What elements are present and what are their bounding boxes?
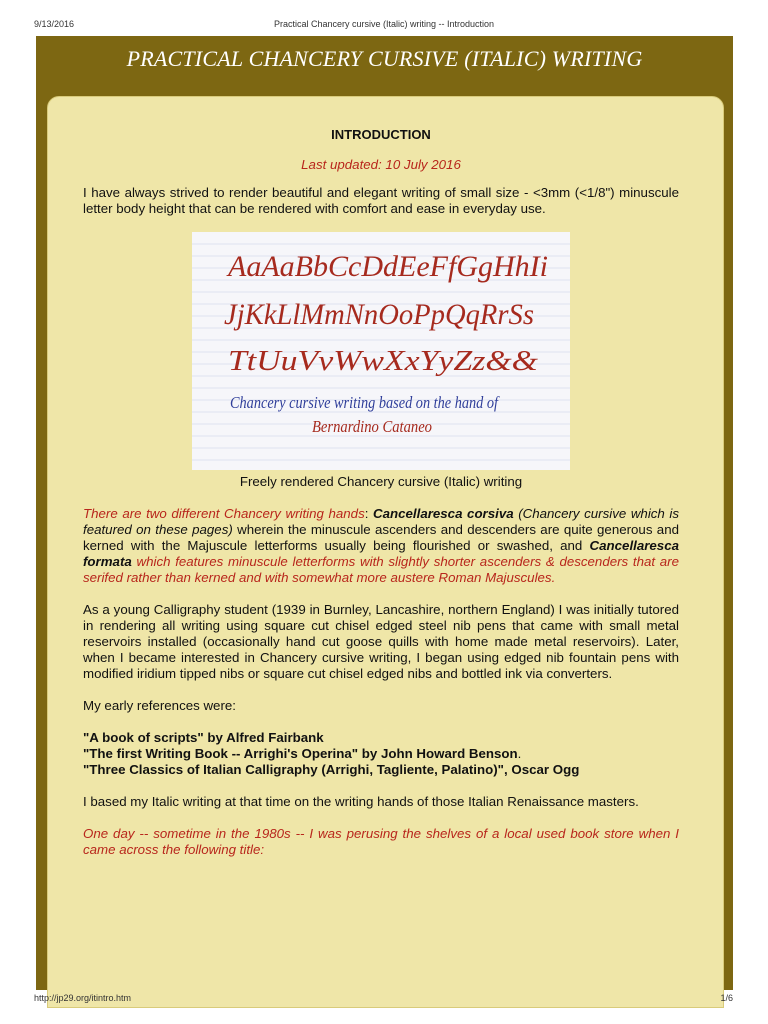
references-list [83,730,679,778]
intro-paragraph: I have always strived to render beautiful and elegant writing of small size - <3mm (<1/8") minuscule letter body height that can be rendered with comfort and ease in everyday use. [83,185,679,216]
student-paragraph: As a young Calligraphy student (1939 in Burnley, Lancashire, northern England) I was initially tutored in rendering all writing using square cut chisel edged steel nib pens that came with small metal reservoirs installed (occasionally hand cut goose quills with home made metal reservoirs). Later, when I became interested in Chancery cursive writing, I began using edged nib fountain pens with modified iridium tipped nibs or square cut chisel edged nibs and bottled ink via converters. [83,602,679,681]
print-url: http://jp29.org/itintro.htm [34,993,132,1003]
print-header [0,0,768,32]
content-panel [47,96,724,1008]
reference-item [83,746,679,762]
calligraphy-line-4: Chancery cursive writing based on the hand of [230,393,500,412]
calligraphy-line-3: TtUuVvWwXxYyZz&& [228,346,539,377]
calligraphy-sample-image [192,232,570,470]
calligraphy-line-2: JjKkLlMmNnOoPpQqRrSs [224,298,534,331]
hands-colon: : [364,506,374,521]
last-updated: Last updated: 10 July 2016 [301,157,461,172]
section-heading: INTRODUCTION [331,127,431,142]
formata-description: which features minuscule letterforms with slightly shorter ascenders & descenders that are serifed rather than kerned and with somewhat more austere Roman Majuscules. [83,554,679,585]
print-date: 9/13/2016 [34,19,75,29]
references-intro: My early references were: [83,698,236,713]
corsiva-description: wherein the minuscule ascenders and descenders are quite generous and kerned with the Majuscule letterforms usually being flourished or swashed, and [83,522,679,553]
article [83,119,679,858]
print-page-number: 1/6 [720,993,733,1003]
based-paragraph: I based my Italic writing at that time on the writing hands of those Italian Renaissance masters. [83,794,639,809]
formata-term: Cancellaresca formata [83,538,679,569]
print-footer [0,990,768,1024]
reference-item [83,762,679,778]
print-page-title: Practical Chancery cursive (Italic) writing -- Introduction [273,19,495,29]
reference-text: "Three Classics of Italian Calligraphy (Arrighi, Tagliente, Palatino)", Oscar Ogg [83,762,580,777]
reference-text: "The first Writing Book -- Arrighi's Operina" by John Howard Benson [83,746,518,761]
corsiva-note: (Chancery cursive which is featured on these pages) [83,506,679,537]
reference-tail: . [517,746,522,761]
site-banner-title: PRACTICAL CHANCERY CURSIVE (ITALIC) WRITING [126,46,643,71]
hands-intro: There are two different Chancery writing hands [83,506,365,521]
reference-text: "A book of scripts" by Alfred Fairbank [83,730,324,745]
figure-caption: Freely rendered Chancery cursive (Italic) writing [239,474,523,489]
calligraphy-line-1: AaAaBbCcDdEeFfGgHhIi [225,250,548,283]
hands-paragraph [83,506,679,586]
oneday-paragraph: One day -- sometime in the 1980s -- I was perusing the shelves of a local used book store when I came across the following title: [83,826,679,857]
corsiva-term: Cancellaresca corsiva [373,506,514,521]
calligraphy-figure [83,232,679,490]
calligraphy-line-5: Bernardino Cataneo [312,417,432,436]
page-frame [36,36,733,990]
reference-item [83,730,679,746]
